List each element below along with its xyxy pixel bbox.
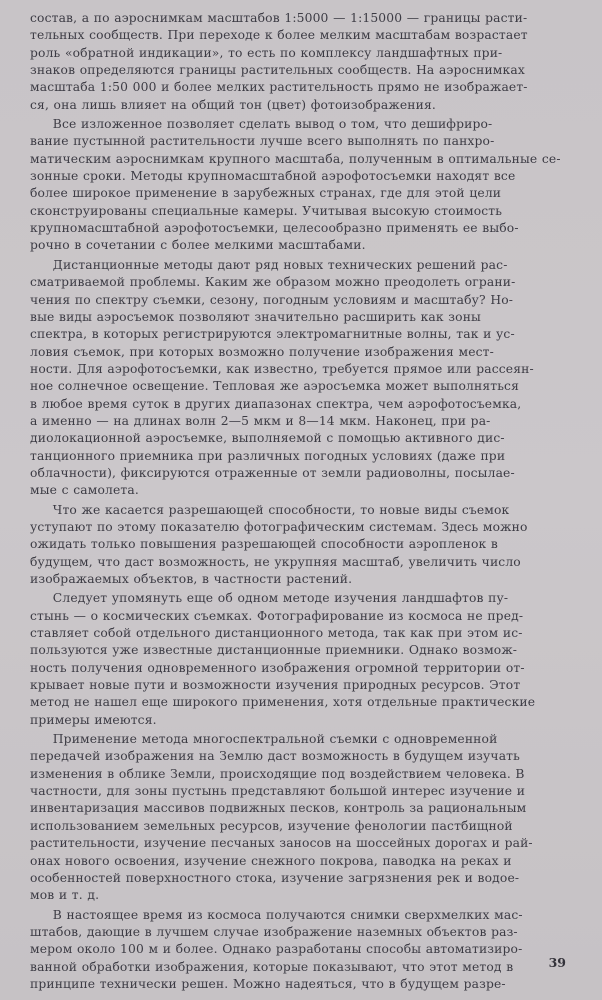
line: зонные сроки. Методы крупномасштабной аэрофотосъемки находят все <box>30 169 516 184</box>
line: изображаемых объектов, в частности растений. <box>30 572 353 586</box>
paragraph-7 <box>30 907 580 994</box>
line: рочно в сочетании с более мелкими масштабами. <box>30 238 366 253</box>
line: вание пустынной растительности лучше всего выполнять по панхро- <box>30 134 495 149</box>
line: уступают по этому показателю фотографическим системам. Здесь можно <box>30 519 528 534</box>
paragraph-2 <box>30 116 580 255</box>
line: сматриваемой проблемы. Каким же образом можно преодолеть ограни- <box>30 275 516 290</box>
line: ся, она лишь влияет на общий тон (цвет) фотоизображения. <box>30 97 436 112</box>
line: матическим аэроснимкам крупного масштаба, полученным в оптимальные се- <box>30 151 561 166</box>
line: тельных сообществ. При переходе к более мелким масштабам возрастает <box>30 28 528 43</box>
line: чения по спектру съемки, сезону, погодным условиям и масштабу? Но- <box>30 292 514 307</box>
line: ставляет собой отдельного дистанционного метода, так как при этом ис- <box>30 626 523 641</box>
line: пользуются уже известные дистанционные приемники. Однако возмож- <box>30 643 518 658</box>
line: принципе технически решен. Можно надеяться, что в будущем разре- <box>30 976 506 991</box>
line: роль «обратной индикации», то есть по комплексу ландшафтных при- <box>30 45 503 60</box>
line: передачей изображения на Землю даст возможность в будущем изучать <box>30 749 520 764</box>
line: танционного приемника при различных погодных условиях (даже при <box>30 448 506 463</box>
line: мером около 100 м и более. Однако разработаны способы автоматизиро- <box>30 942 523 957</box>
line: крывает новые пути и возможности изучения природных ресурсов. Этот <box>30 678 521 693</box>
line: Дистанционные методы дают ряд новых технических решений рас- <box>30 257 508 272</box>
line: особенностей поверхностного стока, изучение загрязнения рек и водое- <box>30 870 520 885</box>
line: изменения в облике Земли, происходящие под воздействием человека. В <box>30 766 525 781</box>
line: онах нового освоения, изучение снежного покрова, паводка на реках и <box>30 853 512 868</box>
line: ванной обработки изображения, которые показывают, что этот метод в <box>30 959 514 974</box>
line: вые виды аэросъемок позволяют значительно расширить как зоны <box>30 309 481 324</box>
line: частности, для зоны пустынь представляют большой интерес изучение и <box>30 784 526 799</box>
paragraph-5 <box>30 590 580 729</box>
page-number: 39 <box>548 955 566 970</box>
line: ное солнечное освещение. Тепловая же аэросъемка может выполняться <box>30 379 519 394</box>
line: более широкое применение в зарубежных странах, где для этой цели <box>30 186 502 201</box>
line: сконструированы специальные камеры. Учитывая высокую стоимость <box>30 203 503 218</box>
line: ность получения одновременного изображения огромной территории от- <box>30 660 525 675</box>
paragraph-1 <box>30 10 580 114</box>
line: крупномасштабной аэрофотосъемки, целесообразно применять ее выбо- <box>30 221 519 236</box>
line: В настоящее время из космоса получаются снимки сверхмелких мас- <box>30 907 523 922</box>
page-body <box>30 10 580 993</box>
line: облачности), фиксируются отраженные от земли радиоволны, посылае- <box>30 465 515 480</box>
line: штабов, дающие в лучшем случае изображение наземных объектов раз- <box>30 924 518 939</box>
paragraph-6 <box>30 731 580 904</box>
line: растительности, изучение песчаных заносов на шоссейных дорогах и рай- <box>30 836 533 851</box>
line: а именно — на длинах волн 2—5 мкм и 8—14 мкм. Наконец, при ра- <box>30 413 491 428</box>
line: мов и т. д. <box>30 888 100 903</box>
line: инвентаризация массивов подвижных песков, контроль за рациональным <box>30 801 527 816</box>
line: стынь — о космических съемках. Фотографирование из космоса не пред- <box>30 608 524 623</box>
line: ожидать только повышения разрешающей способности аэропленок в <box>30 537 498 552</box>
line: знаков определяются границы растительных сообществ. На аэроснимках <box>30 63 525 78</box>
line: масштаба 1:50 000 и более мелких растительность прямо не изображает- <box>30 80 528 95</box>
line: Что же касается разрешающей способности, то новые виды съемок <box>30 502 510 517</box>
line: метод не нашел еще широкого применения, хотя отдельные практические <box>30 695 536 710</box>
line: ности. Для аэрофотосъемки, как известно, требуется прямое или рассеян- <box>30 361 534 376</box>
line: будущем, что даст возможность, не укрупняя масштаб, увеличить число <box>30 554 521 569</box>
line: Применение метода многоспектральной съемки с одновременной <box>30 732 498 747</box>
line: мые с самолета. <box>30 483 139 498</box>
line: использованием земельных ресурсов, изучение фенологии пастбищной <box>30 818 513 833</box>
paragraph-4 <box>30 502 580 589</box>
line: ловия съемок, при которых возможно получение изображения мест- <box>30 344 494 359</box>
line: состав, а по аэроснимкам масштабов 1:5000 — 1:15000 — границы расти- <box>30 11 528 25</box>
line: Следует упомянуть еще об одном методе изучения ландшафтов пу- <box>30 591 509 606</box>
paragraph-3 <box>30 257 580 500</box>
line: в любое время суток в других диапазонах спектра, чем аэрофотосъемка, <box>30 396 522 411</box>
line: Все изложенное позволяет сделать вывод о том, что дешифриро- <box>30 117 493 132</box>
line: диолокационной аэросъемке, выполняемой с помощью активного дис- <box>30 431 505 446</box>
line: примеры имеются. <box>30 712 157 727</box>
line: спектра, в которых регистрируются электромагнитные волны, так и ус- <box>30 327 515 342</box>
